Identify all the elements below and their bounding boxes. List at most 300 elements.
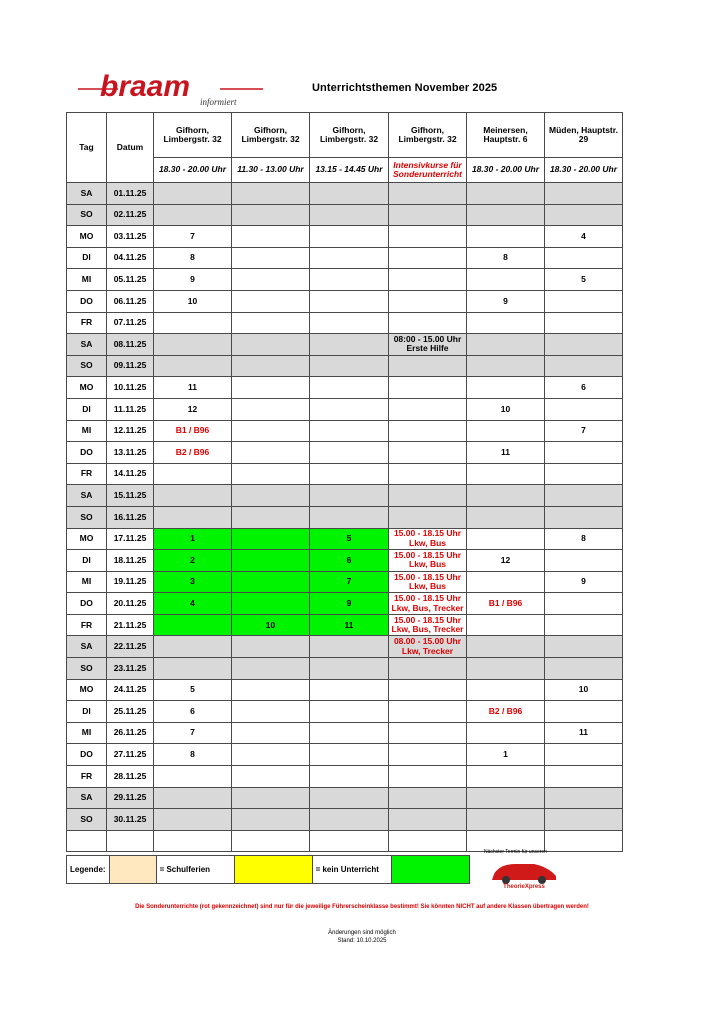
table-row [67,269,623,291]
header-tag: Tag [67,113,107,183]
header-location: Gifhorn, Limbergstr. 32 [232,113,310,158]
table-row [67,744,623,766]
schedule-cell [232,420,310,442]
schedule-cell: 10 [232,614,310,636]
schedule-cell [467,226,545,248]
schedule-cell [467,334,545,356]
table-row [67,312,623,334]
schedule-cell [467,571,545,593]
schedule-cell [545,658,623,680]
day-cell: SO [67,355,107,377]
schedule-cell [310,787,389,809]
day-cell: DO [67,290,107,312]
table-row [67,636,623,658]
schedule-cell [545,593,623,615]
schedule-cell [310,269,389,291]
legend-swatch-no-class [234,856,312,884]
schedule-cell [467,269,545,291]
schedule-cell [310,658,389,680]
schedule-cell [467,636,545,658]
schedule-cell: 08:00 - 15.00 Uhr Erste Hilfe [389,334,467,356]
schedule-cell: 5 [545,269,623,291]
schedule-cell [389,247,467,269]
day-cell: MO [67,679,107,701]
schedule-cell [467,787,545,809]
date-cell: 27.11.25 [107,744,154,766]
legend-holidays-text: = Schulferien [156,856,234,884]
schedule-cell [310,679,389,701]
date-cell: 25.11.25 [107,701,154,723]
schedule-cell [545,787,623,809]
schedule-cell: B2 / B96 [154,442,232,464]
schedule-cell [467,528,545,550]
date-cell: 06.11.25 [107,290,154,312]
schedule-cell: 15.00 - 18.15 Uhr Lkw, Bus [389,571,467,593]
schedule-cell [310,442,389,464]
schedule-cell [232,787,310,809]
schedule-cell [310,204,389,226]
date-cell: 14.11.25 [107,463,154,485]
date-cell: 30.11.25 [107,809,154,831]
day-cell: MI [67,571,107,593]
schedule-cell [467,377,545,399]
schedule-cell [310,355,389,377]
schedule-cell [467,312,545,334]
schedule-cell [232,398,310,420]
table-row [67,766,623,788]
schedule-cell [545,636,623,658]
date-cell: 02.11.25 [107,204,154,226]
logo-wordmark: braam [100,70,191,103]
schedule-cell [389,355,467,377]
day-cell: MO [67,528,107,550]
schedule-cell [389,787,467,809]
day-cell: DO [67,442,107,464]
schedule-cell [467,766,545,788]
table-row [67,226,623,248]
schedule-cell [389,830,467,852]
date-cell: 03.11.25 [107,226,154,248]
schedule-cell [232,506,310,528]
day-cell [67,830,107,852]
schedule-cell [232,701,310,723]
schedule-cell [154,766,232,788]
schedule-cell [389,658,467,680]
schedule-cell [467,183,545,205]
header-time: 13.15 - 14.45 Uhr [310,158,389,183]
schedule-cell [154,312,232,334]
date-cell: 04.11.25 [107,247,154,269]
schedule-cell [389,506,467,528]
schedule-cell: 9 [310,593,389,615]
day-cell: SA [67,183,107,205]
schedule-cell: 6 [545,377,623,399]
page-title: Unterrichtsthemen November 2025 [312,82,498,94]
schedule-cell: 7 [545,420,623,442]
schedule-cell: 12 [154,398,232,420]
schedule-cell: B1 / B96 [467,593,545,615]
day-cell: FR [67,614,107,636]
footer [0,930,724,946]
schedule-cell [467,809,545,831]
schedule-cell [232,226,310,248]
header-location: Gifhorn, Limbergstr. 32 [310,113,389,158]
schedule-cell [545,744,623,766]
header-location: Müden, Hauptstr. 29 [545,113,623,158]
schedule-cell [310,312,389,334]
schedule-cell [389,312,467,334]
day-cell: SO [67,658,107,680]
schedule-cell [232,744,310,766]
schedule-cell [467,722,545,744]
svg-text:TheorieXpress: TheorieXpress [503,884,545,890]
schedule-cell: 10 [545,679,623,701]
schedule-cell [310,420,389,442]
schedule-cell [310,506,389,528]
schedule-cell [232,636,310,658]
schedule-cell [154,787,232,809]
date-cell: 23.11.25 [107,658,154,680]
schedule-cell [232,593,310,615]
schedule-cell [232,442,310,464]
schedule-cell [232,355,310,377]
schedule-cell: 8 [154,744,232,766]
date-cell: 07.11.25 [107,312,154,334]
date-cell: 24.11.25 [107,679,154,701]
legend [66,855,470,884]
schedule-cell [467,204,545,226]
schedule-cell [545,247,623,269]
schedule-cell [389,398,467,420]
next-term-note: Nächster Termin für unseren [484,849,547,855]
schedule-cell [389,766,467,788]
table-row [67,204,623,226]
schedule-cell: 9 [545,571,623,593]
schedule-cell [232,485,310,507]
schedule-cell [545,766,623,788]
date-cell: 13.11.25 [107,442,154,464]
schedule-cell [154,334,232,356]
schedule-table [66,112,623,852]
schedule-cell [389,420,467,442]
table-row [67,614,623,636]
schedule-cell [232,830,310,852]
schedule-cell: 4 [154,593,232,615]
legend-no-class-text: = kein Unterricht [312,856,391,884]
day-cell: DI [67,247,107,269]
braam-logo [78,70,263,110]
table-row [67,290,623,312]
date-cell: 26.11.25 [107,722,154,744]
table-row [67,506,623,528]
schedule-cell: 6 [310,550,389,572]
day-cell: SO [67,204,107,226]
schedule-cell [232,377,310,399]
date-cell: 05.11.25 [107,269,154,291]
table-row [67,463,623,485]
day-cell: SO [67,809,107,831]
schedule-cell [310,701,389,723]
day-cell: DO [67,593,107,615]
header-time: 11.30 - 13.00 Uhr [232,158,310,183]
schedule-cell [467,506,545,528]
schedule-cell [232,571,310,593]
day-cell: MO [67,226,107,248]
schedule-cell [232,658,310,680]
table-row [67,550,623,572]
header-time: Intensivkurse für Sonderunterricht [389,158,467,183]
schedule-cell [232,722,310,744]
day-cell: DI [67,550,107,572]
table-row [67,442,623,464]
schedule-cell [232,766,310,788]
schedule-cell [232,679,310,701]
schedule-cell [310,226,389,248]
schedule-cell [545,830,623,852]
schedule-cell [545,290,623,312]
day-cell: SA [67,334,107,356]
date-cell: 01.11.25 [107,183,154,205]
schedule-cell [389,269,467,291]
schedule-cell [232,550,310,572]
schedule-cell [154,463,232,485]
schedule-cell [389,679,467,701]
schedule-cell [545,442,623,464]
table-row [67,722,623,744]
date-cell: 17.11.25 [107,528,154,550]
header-datum: Datum [107,113,154,183]
header-location: Gifhorn, Limbergstr. 32 [154,113,232,158]
header-time: 18.30 - 20.00 Uhr [467,158,545,183]
table-row [67,679,623,701]
schedule-cell [310,377,389,399]
schedule-cell [389,809,467,831]
schedule-cell: 4 [545,226,623,248]
table-row [67,701,623,723]
table-row [67,247,623,269]
schedule-cell [545,398,623,420]
table-row [67,658,623,680]
schedule-cell [467,658,545,680]
schedule-cell [310,636,389,658]
day-cell: FR [67,312,107,334]
schedule-cell: 2 [154,550,232,572]
day-cell: SA [67,636,107,658]
schedule-cell: 7 [154,226,232,248]
schedule-cell [154,204,232,226]
day-cell: DI [67,398,107,420]
schedule-cell [389,744,467,766]
schedule-cell [232,204,310,226]
schedule-cell: 9 [467,290,545,312]
schedule-cell: 8 [154,247,232,269]
schedule-cell: B1 / B96 [154,420,232,442]
schedule-cell: 1 [467,744,545,766]
date-cell: 12.11.25 [107,420,154,442]
theoriexpress-logo [486,858,562,892]
schedule-cell [310,744,389,766]
schedule-cell [232,269,310,291]
schedule-cell [310,485,389,507]
schedule-cell [154,506,232,528]
day-cell: FR [67,766,107,788]
schedule-cell [545,506,623,528]
schedule-cell: 7 [154,722,232,744]
day-cell: DI [67,701,107,723]
table-row [67,183,623,205]
date-cell: 15.11.25 [107,485,154,507]
schedule-cell [545,809,623,831]
schedule-cell: 8 [545,528,623,550]
schedule-cell [467,614,545,636]
logo-subtitle: informiert [200,97,237,107]
schedule-cell [310,290,389,312]
table-row [67,485,623,507]
schedule-cell [467,679,545,701]
schedule-cell [310,334,389,356]
date-cell: 19.11.25 [107,571,154,593]
day-cell: SO [67,506,107,528]
schedule-cell [467,355,545,377]
schedule-cell [389,442,467,464]
table-row [67,593,623,615]
schedule-cell: 11 [310,614,389,636]
schedule-cell [154,809,232,831]
schedule-cell [545,355,623,377]
schedule-cell [310,830,389,852]
schedule-cell [154,485,232,507]
schedule-cell [310,247,389,269]
table-row [67,528,623,550]
notice-text: Die Sonderunterrichte (rot gekennzeichnet) sind nur für die jeweilige Führerscheinklasse bestimmt! Sie könnten NICHT auf andere Klassen übertragen werden! [135,904,589,910]
schedule-cell [232,334,310,356]
schedule-cell [389,290,467,312]
date-cell: 21.11.25 [107,614,154,636]
schedule-cell [154,658,232,680]
schedule-cell [232,247,310,269]
schedule-cell [545,312,623,334]
schedule-cell [467,420,545,442]
date-cell: 08.11.25 [107,334,154,356]
schedule-cell [545,204,623,226]
schedule-cell [232,290,310,312]
schedule-cell [310,463,389,485]
schedule-cell [545,485,623,507]
date-cell: 09.11.25 [107,355,154,377]
schedule-cell [232,809,310,831]
legend-swatch-holidays [109,856,156,884]
date-cell: 11.11.25 [107,398,154,420]
table-row [67,355,623,377]
legend-swatch-express [391,856,469,884]
schedule-cell [310,183,389,205]
schedule-cell [154,183,232,205]
schedule-cell [154,355,232,377]
schedule-cell [389,183,467,205]
day-cell: MO [67,377,107,399]
table-row [67,398,623,420]
schedule-cell: 11 [154,377,232,399]
schedule-cell: 12 [467,550,545,572]
schedule-cell [154,636,232,658]
schedule-cell [389,722,467,744]
footer-changes: Änderungen sind möglich [328,930,396,936]
day-cell: MI [67,722,107,744]
schedule-cell: 11 [545,722,623,744]
schedule-cell [389,463,467,485]
day-cell: MI [67,269,107,291]
schedule-cell: 15.00 - 18.15 Uhr Lkw, Bus, Trecker [389,593,467,615]
schedule-cell [389,377,467,399]
schedule-cell: 3 [154,571,232,593]
schedule-cell [467,463,545,485]
schedule-cell [389,701,467,723]
schedule-cell: 08.00 - 15.00 Uhr Lkw, Trecker [389,636,467,658]
schedule-cell [545,550,623,572]
date-cell: 10.11.25 [107,377,154,399]
day-cell: DO [67,744,107,766]
table-row [67,377,623,399]
schedule-cell: 5 [310,528,389,550]
schedule-cell [154,830,232,852]
day-cell: FR [67,463,107,485]
schedule-cell: 10 [467,398,545,420]
schedule-cell: 11 [467,442,545,464]
schedule-cell [232,528,310,550]
schedule-cell [545,463,623,485]
schedule-cell: 6 [154,701,232,723]
schedule-cell: 7 [310,571,389,593]
schedule-cell [389,204,467,226]
schedule-cell: 15.00 - 18.15 Uhr Lkw, Bus [389,528,467,550]
schedule-cell: 15.00 - 18.15 Uhr Lkw, Bus [389,550,467,572]
schedule-cell [232,463,310,485]
footer-date: Stand: 10.10.2025 [337,937,387,944]
header-time: 18.30 - 20.00 Uhr [545,158,623,183]
schedule-cell: 9 [154,269,232,291]
date-cell [107,830,154,852]
schedule-cell: 8 [467,247,545,269]
schedule-cell: 15.00 - 18.15 Uhr Lkw, Bus, Trecker [389,614,467,636]
schedule-cell [310,722,389,744]
table-row [67,787,623,809]
schedule-cell [545,334,623,356]
date-cell: 20.11.25 [107,593,154,615]
schedule-cell [310,809,389,831]
table-row [67,809,623,831]
schedule-cell [310,766,389,788]
table-row [67,420,623,442]
schedule-cell [310,398,389,420]
schedule-cell [389,485,467,507]
schedule-cell: 1 [154,528,232,550]
header-location: Gifhorn, Limbergstr. 32 [389,113,467,158]
schedule-cell [545,183,623,205]
day-cell: SA [67,485,107,507]
day-cell: SA [67,787,107,809]
schedule-cell [467,485,545,507]
schedule-cell [545,614,623,636]
day-cell: MI [67,420,107,442]
header-location: Meinersen, Hauptstr. 6 [467,113,545,158]
date-cell: 29.11.25 [107,787,154,809]
date-cell: 16.11.25 [107,506,154,528]
date-cell: 28.11.25 [107,766,154,788]
schedule-cell: 10 [154,290,232,312]
header-time: 18.30 - 20.00 Uhr [154,158,232,183]
schedule-cell: B2 / B96 [467,701,545,723]
table-row [67,571,623,593]
